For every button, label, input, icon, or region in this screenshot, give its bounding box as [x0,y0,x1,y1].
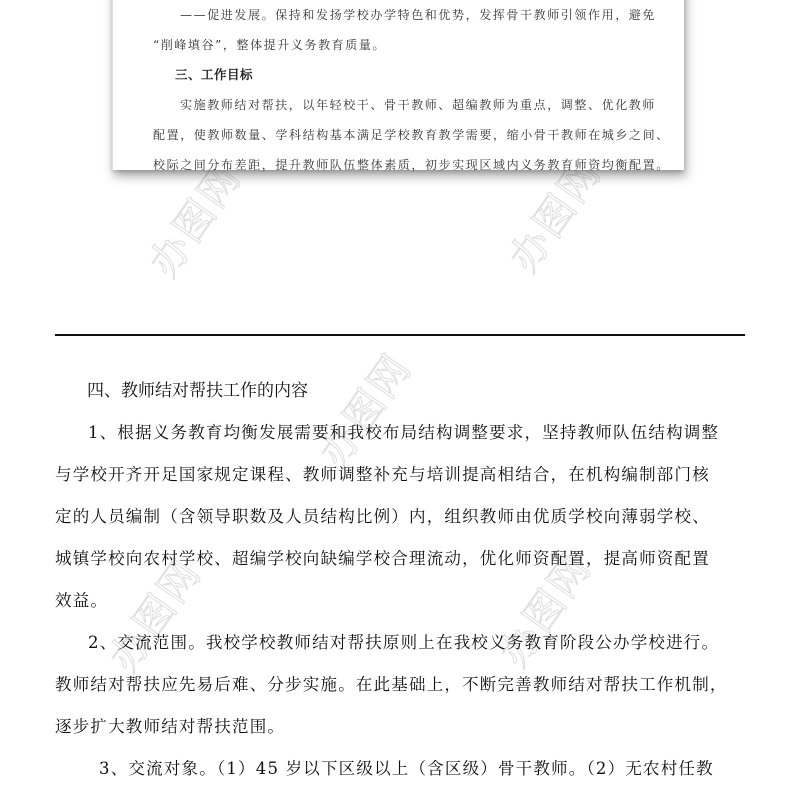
preview-section-heading: 三、工作目标 [175,67,254,82]
paragraph-3 [55,748,755,790]
document-body [55,370,755,790]
paragraph-line: 3、交流对象。（1）45 岁以下区级以上（含区级）骨干教师。（2）无农村任教 [99,759,714,778]
section-title: 四、教师结对帮扶工作的内容 [87,381,308,401]
paragraph-line: 1、根据义务教育均衡发展需要和我校布局结构调整要求，坚持教师队伍结构调整 [88,423,720,442]
watermark: 办图网 [310,345,421,476]
preview-text-line: “削峰填谷”，整体提升义务教育质量。 [153,38,387,52]
preview-text-line: 配置，使教师数量、学科结构基本满足学校教育教学需要，缩小骨干教师在城乡之间、 [153,128,670,142]
paragraph-line: 效益。 [55,591,109,610]
paragraph-line: 2、交流范围。我校学校教师结对帮扶原则上在我校义务教育阶段公办学校进行。 [88,633,720,652]
paragraph-1 [55,412,755,622]
paragraph-line: 定的人员编制（含领导职数及人员结构比例）内，组织教师由优质学校向薄弱学校、 [55,507,710,526]
paragraph-line: 城镇学校向农村学校、超编学校向缺编学校合理流动，优化师资配置，提高师资配置 [55,549,710,568]
watermark: 办图网 [100,550,211,681]
watermark: 办图网 [490,545,601,676]
paragraph-line: 逐步扩大教师结对帮扶范围。 [55,717,286,736]
preview-text-line: ——促进发展。保持和发扬学校办学特色和优势，发挥骨干教师引领作用，避免 [180,8,657,22]
paragraph-line: 教师结对帮扶应先易后难、分步实施。在此基础上，不断完善教师结对帮扶工作机制， [55,675,728,694]
preview-text-line: 实施教师结对帮扶，以年轻校干、骨干教师、超编教师为重点，调整、优化教师 [180,98,657,112]
watermark: 办图网 [140,155,251,286]
watermark: 办图网 [500,150,611,281]
document-preview-card [112,0,684,170]
section-divider [55,334,745,336]
paragraph-2 [55,622,755,748]
preview-card-content [153,0,670,180]
paragraph-line: 与学校开齐开足国家规定课程、教师调整补充与培训提高相结合，在机构编制部门核 [55,465,710,484]
preview-text-line: 校际之间分布差距，提升教师队伍整体素质，初步实现区域内义务教育师资均衡配置。 [153,158,670,172]
